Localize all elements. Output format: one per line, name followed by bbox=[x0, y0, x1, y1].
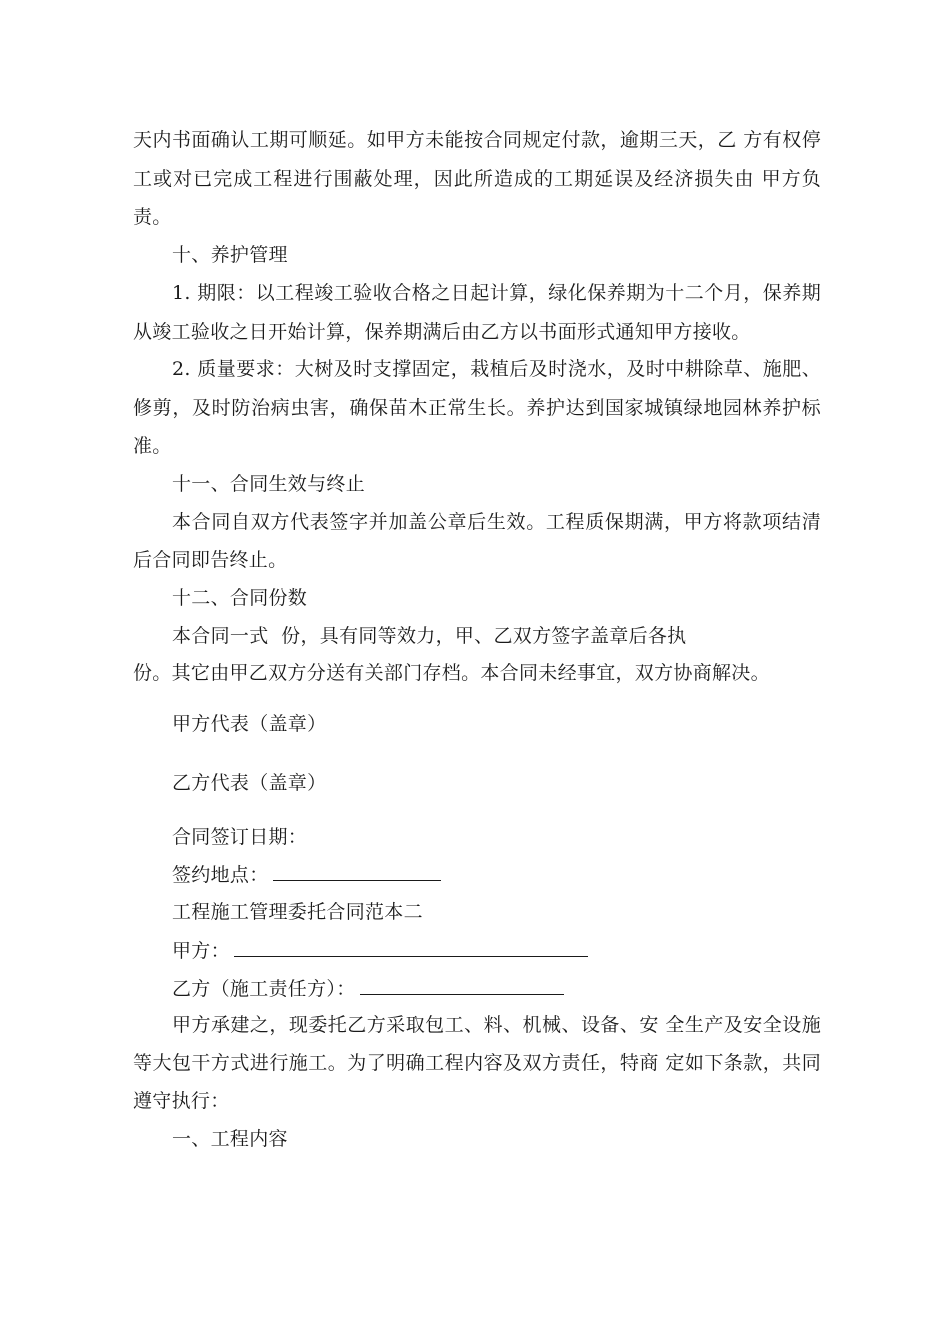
paragraph-line: 2. 质量要求：大树及时支撑固定，栽植后及时浇水，及时中耕除草、施肥、 bbox=[172, 358, 821, 380]
party-b-label: 乙方（施工责任方）： bbox=[172, 978, 356, 1000]
paragraph-line: 天内书面确认工期可顺延。如甲方未能按合同规定付款，逾期三天，乙 方有权停 bbox=[133, 129, 821, 151]
paragraph-line: 本合同自双方代表签字并加盖公章后生效。工程质保期满，甲方将款项结清 bbox=[172, 511, 821, 533]
section-heading-project-content: 一、工程内容 bbox=[172, 1128, 288, 1150]
contract-template-title: 工程施工管理委托合同范本二 bbox=[172, 901, 423, 923]
party-b-row bbox=[172, 976, 564, 1001]
party-a-label: 甲方： bbox=[172, 940, 230, 962]
paragraph-line: 遵守执行： bbox=[133, 1090, 230, 1112]
paragraph-line: 修剪，及时防治病虫害，确保苗木正常生长。养护达到国家城镇绿地园林养护标 bbox=[133, 397, 821, 419]
party-b-blank bbox=[360, 976, 564, 995]
paragraph-line: 准。 bbox=[133, 435, 172, 457]
paragraph-line: 本合同一式 份，具有同等效力，甲、乙双方签字盖章后各执 bbox=[172, 625, 687, 647]
paragraph-line: 1. 期限：以工程竣工验收合格之日起计算，绿化保养期为十二个月，保养期 bbox=[172, 282, 821, 304]
signing-place-blank bbox=[273, 862, 441, 881]
paragraph-line: 等大包干方式进行施工。为了明确工程内容及双方责任，特商 定如下条款，共同 bbox=[133, 1052, 821, 1074]
section-heading-effect-termination: 十一、合同生效与终止 bbox=[172, 473, 366, 495]
party-a-row bbox=[172, 938, 588, 963]
signing-place-label: 签约地点： bbox=[172, 864, 269, 886]
paragraph-line: 工或对已完成工程进行围蔽处理，因此所造成的工期延误及经济损失由 甲方负 bbox=[133, 168, 821, 190]
party-b-representative-label: 乙方代表（盖章） bbox=[172, 772, 327, 794]
paragraph-line: 份。其它由甲乙双方分送有关部门存档。本合同未经事宜，双方协商解决。 bbox=[133, 662, 770, 684]
paragraph-line: 后合同即告终止。 bbox=[133, 549, 288, 571]
paragraph-line: 甲方承建之，现委托乙方采取包工、料、机械、设备、安 全生产及安全设施 bbox=[172, 1014, 821, 1036]
paragraph-line: 责。 bbox=[133, 206, 172, 228]
party-a-representative-label: 甲方代表（盖章） bbox=[172, 713, 327, 735]
party-a-blank bbox=[234, 938, 588, 957]
signing-date-label: 合同签订日期： bbox=[172, 826, 308, 848]
section-heading-copies: 十二、合同份数 bbox=[172, 587, 308, 609]
section-heading-maintenance: 十、养护管理 bbox=[172, 244, 288, 266]
signing-place-row bbox=[172, 862, 441, 887]
paragraph-line: 从竣工验收之日开始计算，保养期满后由乙方以书面形式通知甲方接收。 bbox=[133, 321, 751, 343]
